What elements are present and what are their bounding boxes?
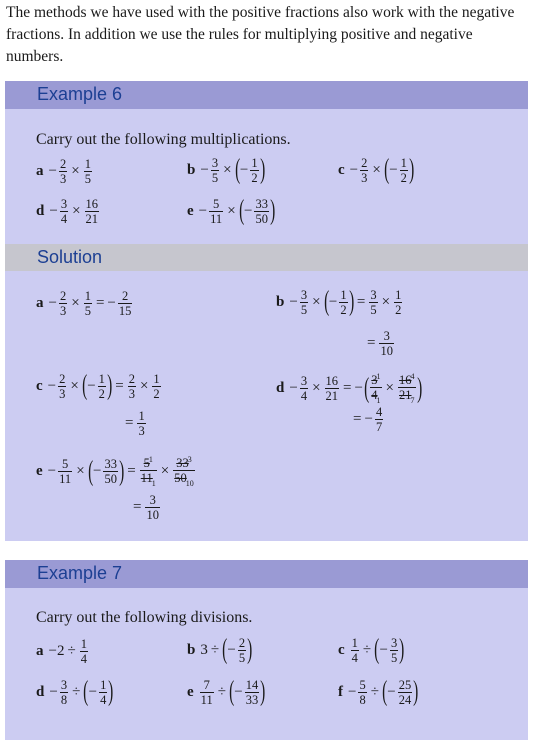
ex6-problem-b: b − $\frac{3}{5}$ × ( − $\frac{1}{2}$ ) <box>187 154 265 185</box>
solution-d-result: = − $\frac{4}{7}$ <box>353 405 383 434</box>
ex7-problem-d: d − $\frac{3}{8}$ ÷ ( − $\frac{1}{4}$ ) <box>36 676 114 707</box>
ex7-problem-b: b 3 ÷ ( − $\frac{2}{5}$ ) <box>187 634 253 665</box>
example-6-instruction: Carry out the following multiplications. <box>36 131 291 148</box>
solution-header <box>5 244 528 271</box>
ex7-problem-c: c $\frac{1}{4}$ ÷ ( − $\frac{3}{5}$ ) <box>338 634 405 665</box>
ex6-problem-d: d − $\frac{3}{4}$ × $\frac{16}{21}$ <box>36 197 99 226</box>
solution-d: d − $\frac{3}{4}$ × $\frac{16}{21}$ = − ( $\frac{3^1}{4_1}$ × $\frac{16^4}{21_7}$ ) <box>276 372 422 405</box>
ex7-problem-f: f − $\frac{5}{8}$ ÷ ( − $\frac{25}{24}$ ) <box>338 676 419 707</box>
example-6-title: Example 6 <box>37 84 123 104</box>
example-7-instruction: Carry out the following divisions. <box>36 609 253 626</box>
solution-b-result: = $\frac{3}{10}$ <box>367 329 393 358</box>
ex6-problem-c: c − $\frac{2}{3}$ × ( − $\frac{1}{2}$ ) <box>338 154 415 185</box>
solution-c-result: = $\frac{1}{3}$ <box>125 409 145 438</box>
solution-a: a − $\frac{2}{3}$ × $\frac{1}{5}$ = − $\frac{2}{15}$ <box>36 289 132 318</box>
example-6-header <box>5 81 528 109</box>
solution-b: b − $\frac{3}{5}$ × ( − $\frac{1}{2}$ ) = $\frac{3}{5}$ × $\frac{1}{2}$ <box>276 286 402 317</box>
solution-c: c − $\frac{2}{3}$ × ( − $\frac{1}{2}$ ) = $\frac{2}{3}$ × $\frac{1}{2}$ <box>36 370 160 401</box>
solution-e-result: = $\frac{3}{10}$ <box>133 493 159 522</box>
ex6-problem-e: e − $\frac{5}{11}$ × ( − $\frac{33}{50}$ ) <box>187 195 276 226</box>
intro-paragraph: The methods we have used with the positive fractions also work with the negative fractions. In addition we use the rules for multiplying positive and negative numbers. <box>6 4 515 65</box>
ex7-problem-e: e $\frac{7}{11}$ ÷ ( − $\frac{14}{33}$ ) <box>187 676 266 707</box>
example-7-header <box>5 560 528 588</box>
solution-title: Solution <box>37 247 103 267</box>
solution-e: e − $\frac{5}{11}$ × ( − $\frac{33}{50}$ ) = $\frac{5^1}{11_1}$ × $\frac{33^3}{50_{10}}$ <box>36 455 194 488</box>
example-7-title: Example 7 <box>37 563 123 583</box>
ex7-problem-a: a −2 ÷ $\frac{1}{4}$ <box>36 637 87 666</box>
ex6-problem-a: a − $\frac{2}{3}$ × $\frac{1}{5}$ <box>36 157 91 186</box>
